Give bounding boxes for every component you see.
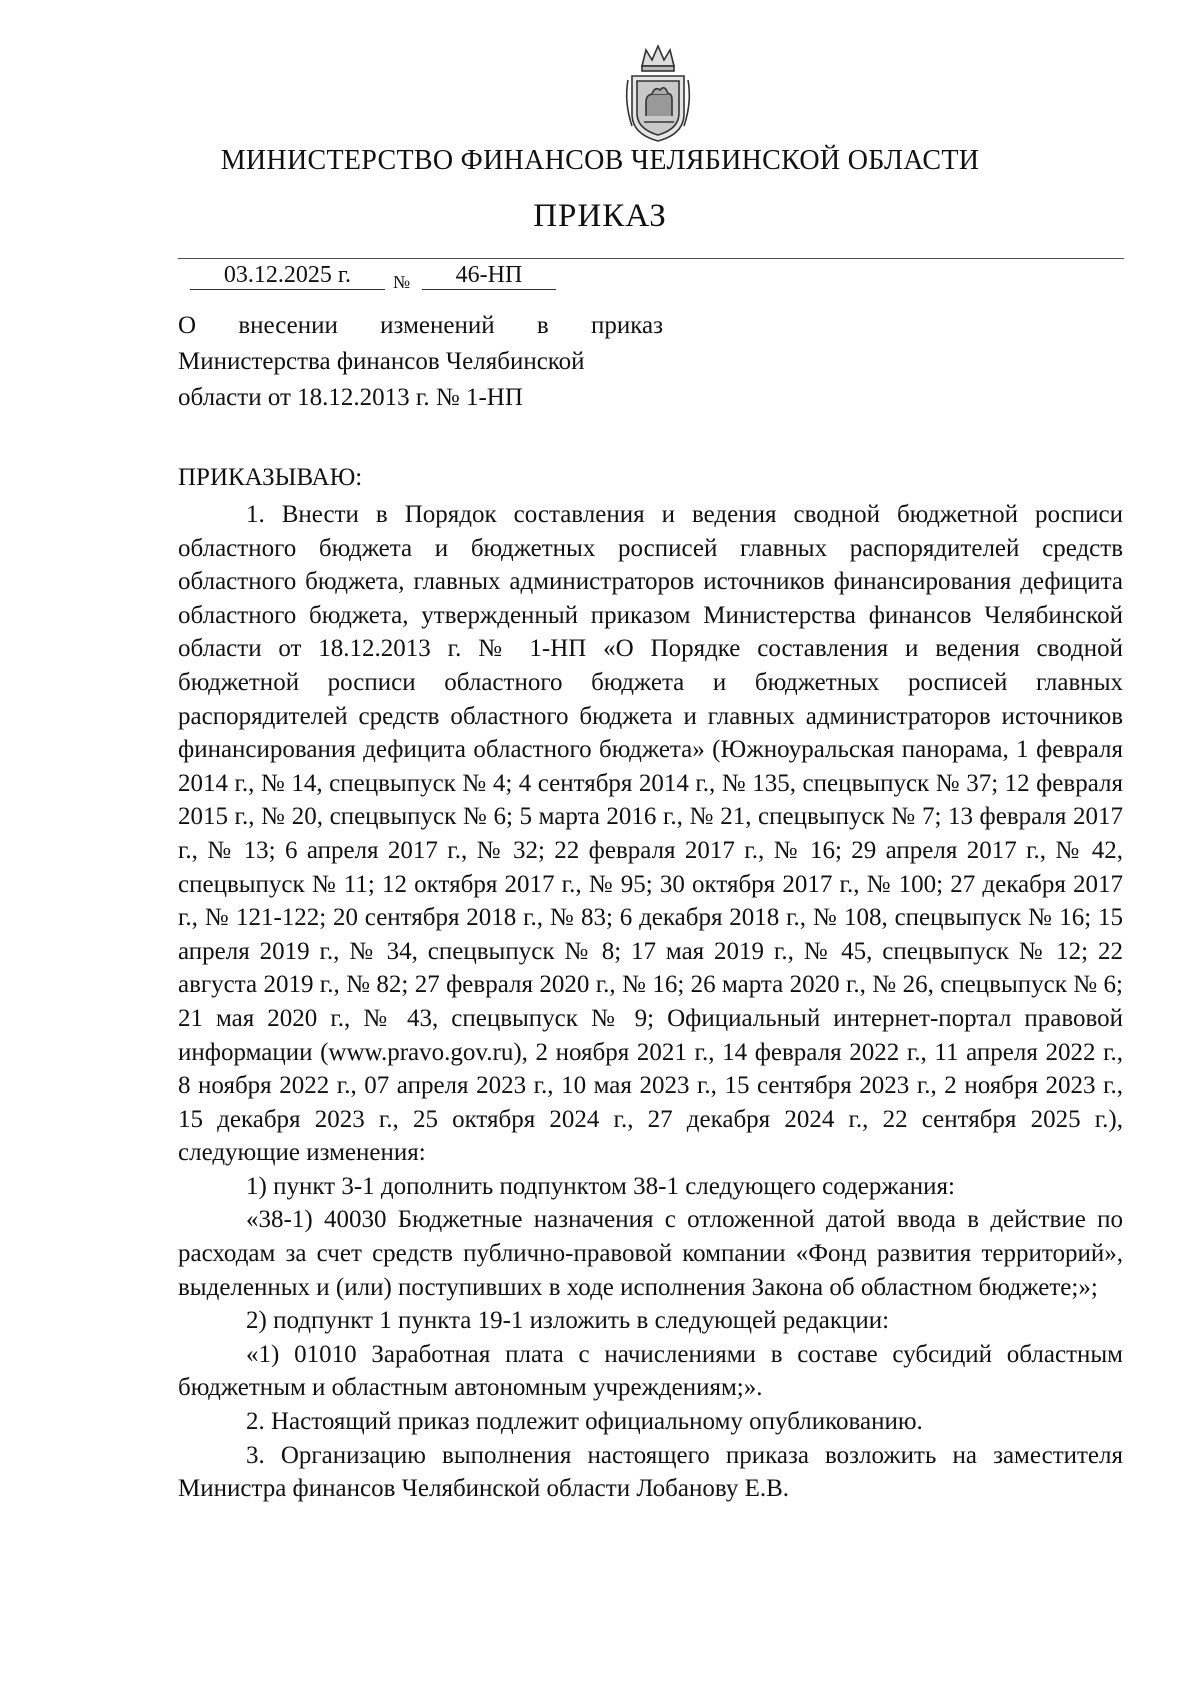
number-sign: №	[393, 272, 411, 292]
paragraph-1-subitem-1: 1) пункт 3-1 дополнить подпунктом 38-1 следующего содержания:	[246, 1172, 955, 1200]
order-number: 46-НП	[422, 262, 556, 290]
subject-line-2: Министерства финансов Челябинской	[178, 348, 585, 375]
chelyabinsk-coat-of-arms-icon	[622, 40, 694, 146]
document-type-title: ПРИКАЗ	[533, 198, 667, 234]
order-date: 03.12.2025 г.	[190, 262, 385, 290]
paragraph-2: 2. Настоящий приказ подлежит официальному опубликованию.	[246, 1408, 923, 1436]
order-subject	[178, 308, 663, 416]
order-verb: ПРИКАЗЫВАЮ:	[178, 464, 363, 491]
header-divider	[178, 258, 1124, 259]
subject-line-3: области от 18.12.2013 г. № 1-НП	[178, 384, 523, 411]
paragraph-1-subitem-2-text: «1) 01010 Заработная плата с начислениями в составе субсидий областным бюджетным и областным автономным учреждениям;».	[178, 1340, 1123, 1402]
paragraph-1: 1. Внести в Порядок составления и ведения сводной бюджетной росписи областного бюджета и бюджетных росписей главных распорядителей средств областного бюджета, главных администраторов источников финансирования дефицита областного бюджета, утвержденный приказом Министерства финансов Челябинской области от 18.12.2013 г. № 1-НП «О Порядке составления и ведения сводной бюджетной росписи областного бюджета и бюджетных росписей главных распорядителей средств областного бюджета и главных администраторов источников финансирования дефицита областного бюджета» (Южноуральская панорама, 1 февраля 2014 г., № 14, спецвыпуск № 4; 4 сентября 2014 г., № 135, спецвыпуск № 37; 12 февраля 2015 г., № 20, спецвыпуск № 6; 5 марта 2016 г., № 21, спецвыпуск № 7; 13 февраля 2017 г., № 13; 6 апреля 2017 г., № 32; 22 февраля 2017 г., № 16; 29 апреля 2017 г., № 42, спецвыпуск № 11; 12 октября 2017 г., № 95; 30 октября 2017 г., № 100; 27 декабря 2017 г., № 121-122; 20 сентября 2018 г., № 83; 6 декабря 2018 г., № 108, спецвыпуск № 16; 15 апреля 2019 г., № 34, спецвыпуск № 8; 17 мая 2019 г., № 45, спецвыпуск № 12; 22 августа 2019 г., № 82; 27 февраля 2020 г., № 16; 26 марта 2020 г., № 26, спецвыпуск № 6; 21 мая 2020 г., № 43, спецвыпуск № 9; Официальный интернет-портал правовой информации (www.pravo.gov.ru), 2 ноября 2021 г., 14 февраля 2022 г., 11 апреля 2022 г., 8 ноября 2022 г., 07 апреля 2023 г., 10 мая 2023 г., 15 сентября 2023 г., 2 ноября 2023 г., 15 декабря 2023 г., 25 октября 2024 г., 27 декабря 2024 г., 22 сентября 2025 г.), следующие изменения:	[178, 501, 1123, 1167]
paragraph-1-subitem-2: 2) подпункт 1 пункта 19-1 изложить в следующей редакции:	[246, 1307, 890, 1335]
subject-line-1: О внесении изменений в приказ	[178, 312, 663, 339]
paragraph-1-subitem-1-text: «38-1) 40030 Бюджетные назначения с отложенной датой ввода в действие по расходам за счет средств публично-правовой компании «Фонд развития территорий», выделенных и (или) поступивших в ходе исполнения Закона об областном бюджете;»;	[178, 1206, 1123, 1301]
order-body	[178, 498, 1123, 1506]
paragraph-3: 3. Организацию выполнения настоящего приказа возложить на заместителя Министра финансов Челябинской области Лобанову Е.В.	[178, 1441, 1123, 1503]
ministry-name: МИНИСТЕРСТВО ФИНАНСОВ ЧЕЛЯБИНСКОЙ ОБЛАСТИ	[220, 145, 980, 176]
